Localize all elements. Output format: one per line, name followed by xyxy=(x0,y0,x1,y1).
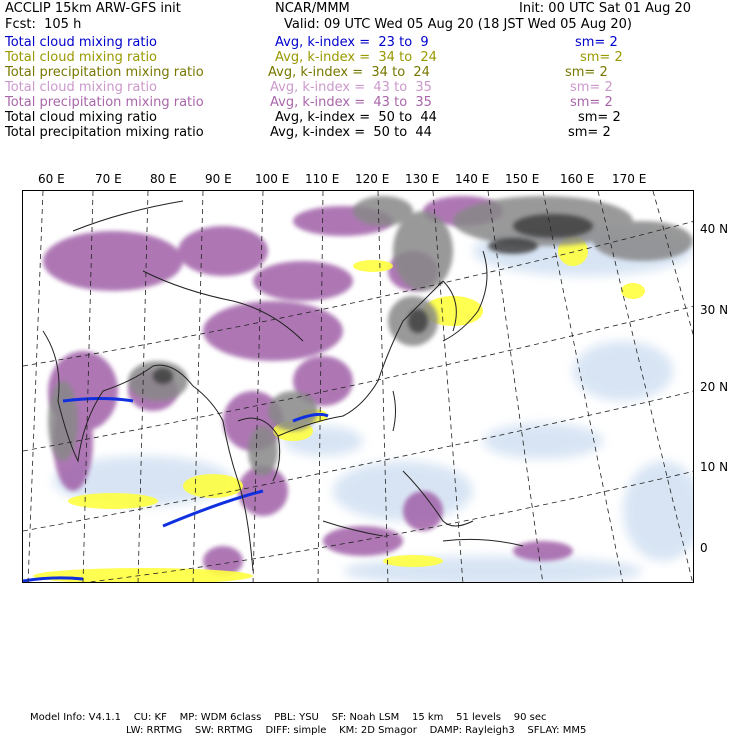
longitude-label: 100 E xyxy=(255,172,290,186)
field-sm: sm= 2 xyxy=(570,80,613,95)
field-sm: sm= 2 xyxy=(578,110,621,125)
model-info-item: MP: WDM 6class xyxy=(179,712,275,723)
longitude-label: 60 E xyxy=(38,172,65,186)
model-info-line-2 xyxy=(126,725,586,737)
latitude-label: 20 N xyxy=(700,380,729,394)
model-info-item: CU: KF xyxy=(133,712,180,723)
field-sm: sm= 2 xyxy=(575,35,618,50)
field-sm: sm= 2 xyxy=(570,95,613,110)
longitude-label: 90 E xyxy=(205,172,232,186)
longitude-label: 80 E xyxy=(150,172,177,186)
longitude-label: 160 E xyxy=(560,172,595,186)
field-avg: Avg, k-index = 50 to 44 xyxy=(270,125,432,140)
latitude-label: 40 N xyxy=(700,222,729,236)
model-info-item: SW: RRTMG xyxy=(194,725,266,736)
model-info-item: 90 sec xyxy=(513,712,547,723)
field-avg: Avg, k-index = 50 to 44 xyxy=(275,110,437,125)
model-info-item: DAMP: Rayleigh3 xyxy=(429,725,528,736)
valid-time: Valid: 09 UTC Wed 05 Aug 20 (18 JST Wed 05 Aug 20) xyxy=(284,17,632,32)
field-name: Total cloud mixing ratio xyxy=(5,35,158,50)
map-panel xyxy=(22,190,694,583)
model-info-item: SF: Noah LSM xyxy=(331,712,412,723)
field-avg: Avg, k-index = 34 to 24 xyxy=(268,65,430,80)
model-info-item: DIFF: simple xyxy=(265,725,340,736)
init-time: Init: 00 UTC Sat 01 Aug 20 xyxy=(519,1,692,16)
latitude-label: 0 xyxy=(700,541,708,555)
field-name: Total cloud mixing ratio xyxy=(5,50,158,65)
field-name: Total cloud mixing ratio xyxy=(5,80,158,95)
field-name: Total precipitation mixing ratio xyxy=(5,65,204,80)
model-title: ACCLIP 15km ARW-GFS init xyxy=(5,1,181,16)
model-info-line-1 xyxy=(30,712,547,724)
field-avg: Avg, k-index = 43 to 35 xyxy=(270,80,432,95)
field-name: Total precipitation mixing ratio xyxy=(5,95,204,110)
longitude-label: 150 E xyxy=(505,172,540,186)
longitude-label: 170 E xyxy=(612,172,647,186)
field-name: Total precipitation mixing ratio xyxy=(5,125,204,140)
latitude-label: 10 N xyxy=(700,460,729,474)
longitude-label: 140 E xyxy=(455,172,490,186)
field-sm: sm= 2 xyxy=(568,125,611,140)
model-info-item: SFLAY: MM5 xyxy=(527,725,587,736)
model-info-item: Model Info: V4.1.1 xyxy=(30,712,134,723)
field-avg: Avg, k-index = 23 to 9 xyxy=(275,35,429,50)
model-info-item: LW: RRTMG xyxy=(126,725,195,736)
longitude-label: 110 E xyxy=(305,172,340,186)
map-canvas xyxy=(23,191,694,583)
field-sm: sm= 2 xyxy=(580,50,623,65)
longitude-label: 130 E xyxy=(405,172,440,186)
field-name: Total cloud mixing ratio xyxy=(5,110,158,125)
latitude-label: 30 N xyxy=(700,303,729,317)
longitude-label: 120 E xyxy=(355,172,390,186)
model-info-item: 51 levels xyxy=(456,712,514,723)
field-avg: Avg, k-index = 43 to 35 xyxy=(270,95,432,110)
field-sm: sm= 2 xyxy=(565,65,608,80)
forecast-hour: Fcst: 105 h xyxy=(5,17,82,32)
longitude-label: 70 E xyxy=(95,172,122,186)
field-avg: Avg, k-index = 34 to 24 xyxy=(275,50,437,65)
model-info-item: KM: 2D Smagor xyxy=(339,725,430,736)
model-info-item: PBL: YSU xyxy=(274,712,332,723)
model-info-item: 15 km xyxy=(411,712,457,723)
org-label: NCAR/MMM xyxy=(275,1,350,16)
